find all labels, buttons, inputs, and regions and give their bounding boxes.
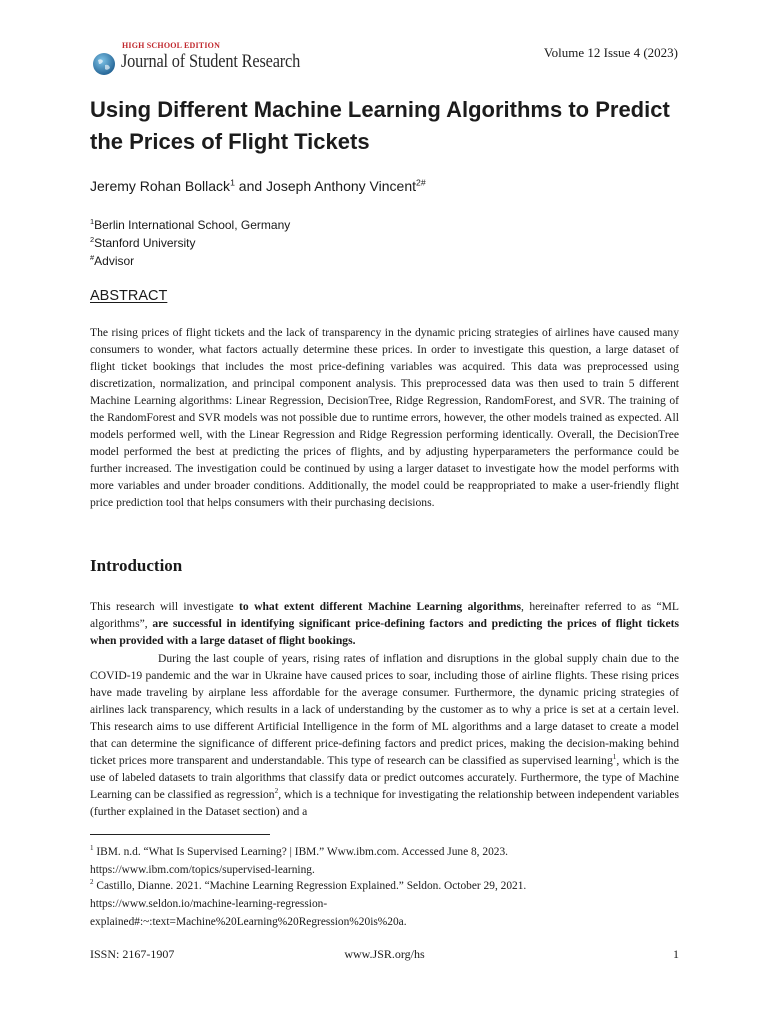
affiliation-text: Stanford University (94, 236, 196, 250)
footnote-divider (90, 834, 270, 835)
introduction-paragraph-1 (90, 598, 679, 649)
footnote-text: Castillo, Dianne. 2021. “Machine Learning Regression Explained.” Seldon. October 29, 2021. (93, 880, 527, 892)
abstract-text: The rising prices of flight tickets and the lack of transparency in the dynamic pricing strategies of airlines have caused many consumers to wonder, what factors actually determine these prices. In order to investigate this question, a large dataset of flight ticket bookings that includes the most price-defining variables was acquired. This data was preprocessed using discretization, normalization, and principal component analysis. This preprocessed data was then used to train 5 different Machine Learning algorithms: Linear Regression, DecisionTree, Ridge Regression, RandomForest, and SVR. The training of the RandomForest and SVR models was not possible due to runtime errors, however, the other models trained as expected. All models performed well, with the Linear Regression and Ridge Regression performing identically. Overall, the DecisionTree model performed the best at predicting the prices of flights, and by adjusting hyperparameters the performance could be further increased. The investigation could be continued by using a larger dataset to investigate how the model performs with more variables and under broader conditions. Additionally, the model could be reappropriated to make a user-friendly flight price prediction tool that helps consumers with their purchasing decisions. (90, 326, 679, 510)
author-connector: and (234, 178, 267, 194)
paper-title: Using Different Machine Learning Algorithms to Predict the Prices of Flight Tickets (90, 97, 670, 154)
footnote-link[interactable]: https://www.seldon.io/machine-learning-regression- (90, 898, 328, 910)
logo-edition-label: HIGH SCHOOL EDITION (122, 41, 221, 50)
affiliation-item (90, 216, 290, 234)
affiliation-item (90, 234, 290, 252)
journal-url[interactable]: www.JSR.org/hs (344, 947, 425, 961)
introduction-heading: Introduction (90, 556, 183, 575)
footnote-2 (90, 877, 680, 931)
author-1-affiliation-mark: 1 (230, 177, 235, 188)
author-2-affiliation-mark: 2# (416, 177, 426, 188)
footnote-line (90, 877, 680, 895)
footnote-line (90, 843, 680, 861)
page-footer (90, 947, 679, 965)
text-run: , which is a technique for investigating the relationship between independent variables (further explained in the Dataset section) and a (90, 788, 679, 819)
issn: ISSN: 2167-1907 (90, 947, 175, 961)
footnote-link[interactable]: https://www.ibm.com/topics/supervised-learning. (90, 864, 315, 876)
footnote-number: 2 (90, 878, 94, 887)
affiliation-mark: 2 (90, 235, 95, 244)
page-number: 1 (673, 947, 679, 961)
logo-journal-title: Journal of Student Research (121, 51, 301, 72)
affiliation-mark: # (90, 253, 95, 262)
text-run: This research will investigate (90, 600, 240, 613)
introduction-paragraph-2 (90, 650, 679, 820)
globe-icon (92, 52, 116, 76)
affiliation-text: Berlin International School, Germany (94, 218, 291, 232)
text-run: During the last couple of years, rising rates of inflation and disruptions in the global supply chain due to the COVID-19 pandemic and the war in Ukraine have caused prices to soar, including those of airline flights. These rising prices have made traveling by airplane less affordable for the average consumer. Furthermore, the dynamic pricing strategies of airlines lack transparency, which results in a lack of understanding by the customer as to why a price is set at a certain level. This research aims to use different Artificial Intelligence in the form of ML algorithms and a large dataset to create a model that can determine the significance of different price-defining factors and predict prices, making the decision-making behind ticket prices more transparent and understandable. This type of research can be classified as supervised learning (90, 652, 679, 768)
emphasis-run: are successful in identifying significant price-defining factors and predicting the prices of flight tickets when provided with a large dataset of flight bookings. (90, 617, 679, 648)
emphasis-run: to what extent different Machine Learning algorithms (239, 600, 522, 613)
affiliation-text: Advisor (94, 254, 135, 268)
journal-logo (92, 39, 301, 79)
footnote-1 (90, 843, 680, 879)
footnote-text: IBM. n.d. “What Is Supervised Learning? | IBM.” Www.ibm.com. Accessed June 8, 2023. (93, 846, 509, 858)
footnote-ref-2[interactable]: 2 (274, 787, 279, 796)
author-list (90, 178, 426, 194)
footnote-link-continued[interactable]: explained#:~:text=Machine%20Learning%20Regression%20is%20a. (90, 916, 407, 928)
text-run: , hereinafter referred to as “ML algorithms”, (90, 600, 679, 631)
affiliation-mark: 1 (90, 217, 95, 226)
affiliations (90, 216, 290, 270)
affiliation-item (90, 252, 290, 270)
volume-issue: Volume 12 Issue 4 (2023) (543, 45, 678, 60)
abstract-heading: ABSTRACT (90, 288, 168, 304)
author-1: Jeremy Rohan Bollack (90, 178, 231, 194)
footnote-number: 1 (90, 844, 94, 853)
footnote-ref-1[interactable]: 1 (612, 753, 617, 762)
text-run: , which is the use of labeled datasets to train algorithms that classify data or predict outcomes accurately. Furthermore, the type of Machine Learning can be classified as regression (90, 754, 680, 802)
author-2: Joseph Anthony Vincent (266, 178, 416, 194)
